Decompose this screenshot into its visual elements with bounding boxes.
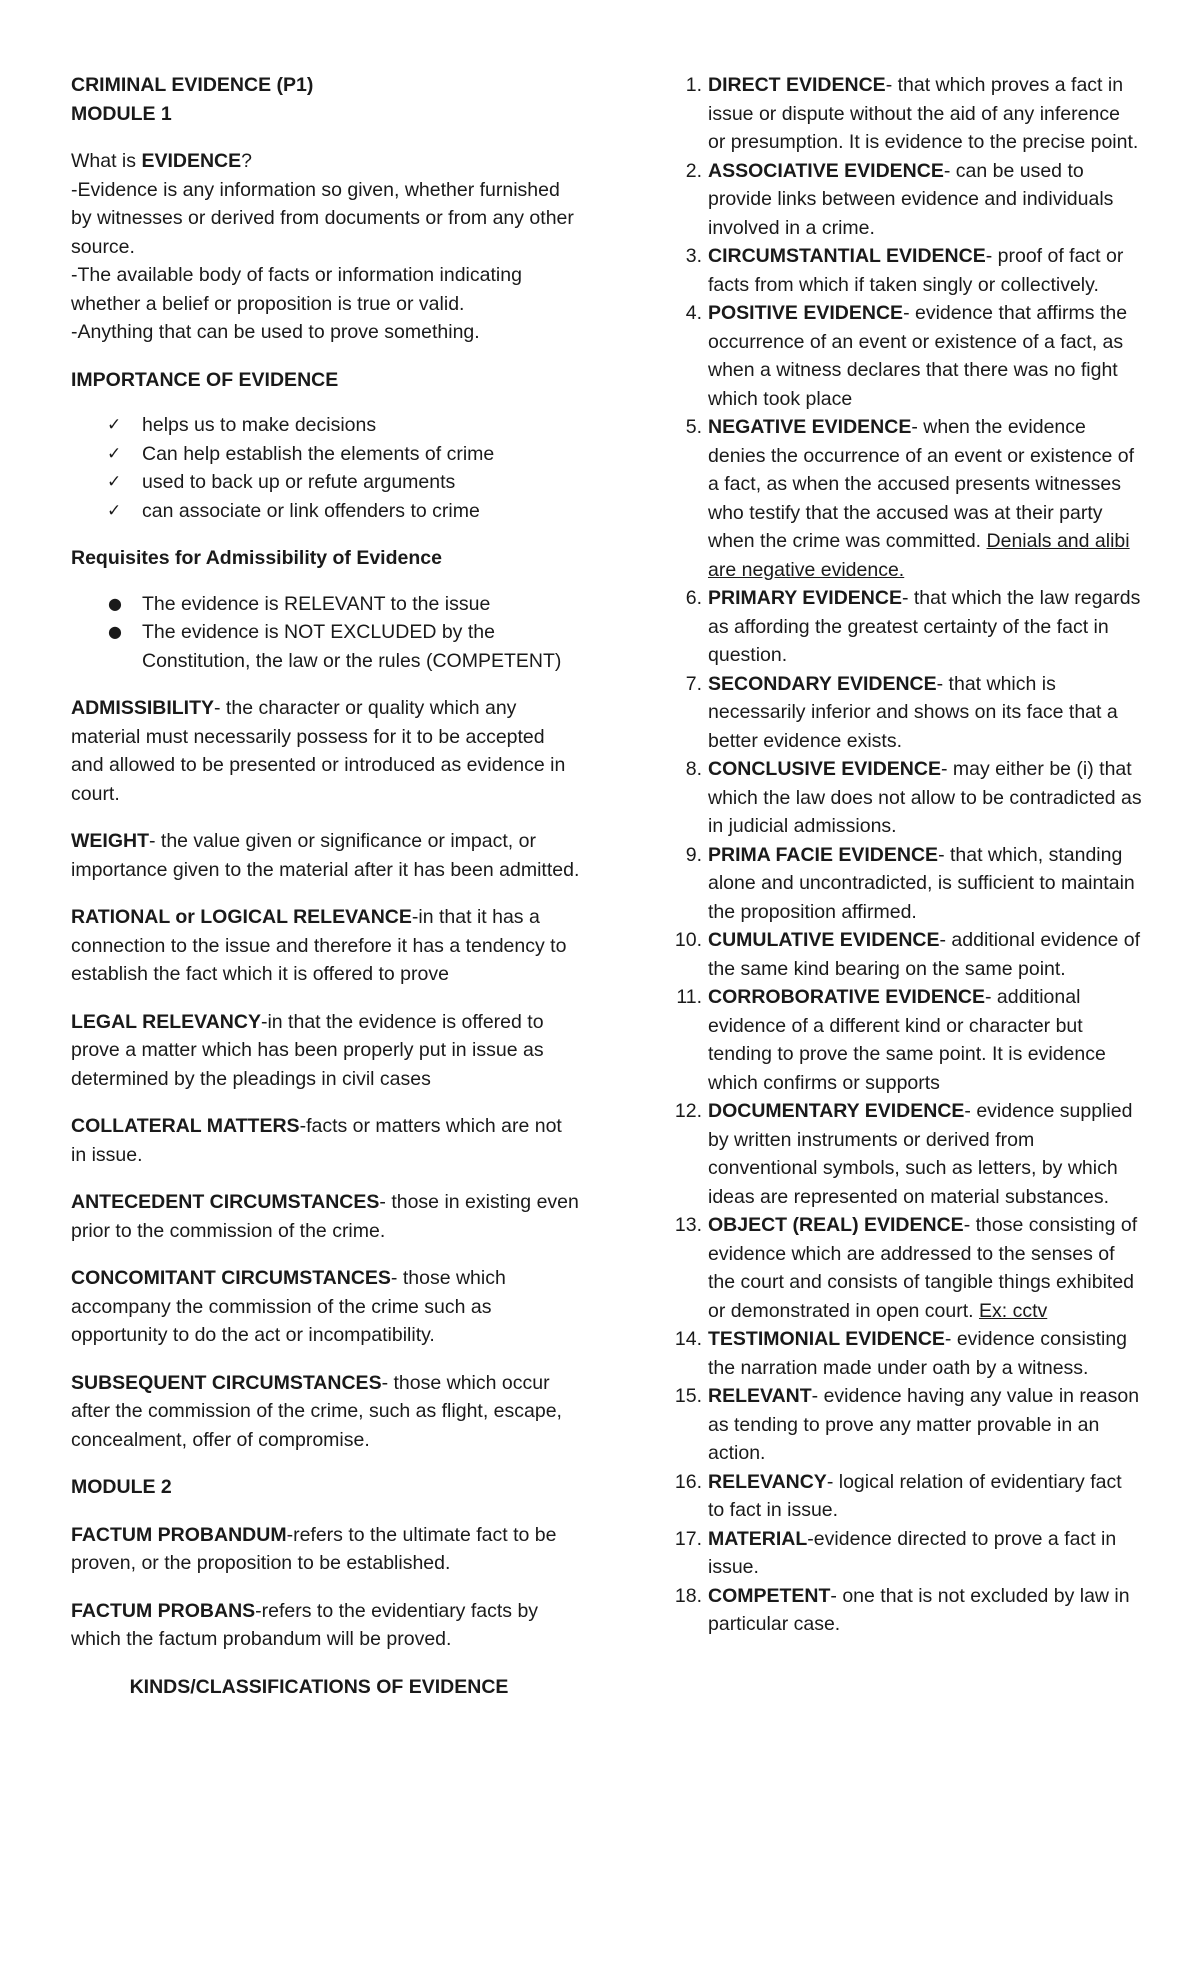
definition-text: - when the evidence denies the occurrence of an event or existence of a fact, as when the accused presents witnesses who testify that the accused was at their party when the crime was committed. xyxy=(708,416,1135,552)
kinds-of-evidence-list xyxy=(672,71,1142,1639)
question-suffix: ? xyxy=(241,150,252,172)
definition-term: CUMULATIVE EVIDENCE xyxy=(708,929,940,951)
list-item-number: 3. xyxy=(685,245,702,267)
definition-term: CONCLUSIVE EVIDENCE xyxy=(708,758,941,780)
list-item-number: 6. xyxy=(685,587,702,609)
definition-text: - additional evidence of a different kind or character but tending to prove the same point. It is evidence which confirms or supports xyxy=(708,986,1106,1094)
list-item xyxy=(672,71,1142,157)
definition-text: -evidence directed to prove a fact in issue. xyxy=(708,1527,1117,1578)
checkmark-icon: ✓ xyxy=(107,443,122,464)
list-item-text: can associate or link offenders to crime xyxy=(142,499,480,522)
definition-term: TESTIMONIAL EVIDENCE xyxy=(708,1328,945,1350)
list-item-number: 1. xyxy=(685,74,702,96)
definition-text: - the character or quality which any material must necessarily possess for it to be accepted and allowed to be presented or introduced as evidence in court. xyxy=(71,697,566,805)
definition-text: - that which is necessarily inferior and shows on its face that a better evidence exists. xyxy=(708,672,1118,752)
list-item xyxy=(672,983,1142,1097)
list-item-number: 7. xyxy=(685,672,702,695)
definition-term: RELEVANCY xyxy=(708,1470,827,1493)
definition-subsequent-circumstances xyxy=(71,1369,581,1455)
bullet-icon: ● xyxy=(108,593,122,613)
importance-heading: IMPORTANCE OF EVIDENCE xyxy=(71,368,339,391)
evidence-definition-2: -The available body of facts or information indicating whether a belief or proposition is true or valid. xyxy=(71,264,522,315)
definition-term: COMPETENT xyxy=(708,1584,831,1607)
list-item-number: 9. xyxy=(685,843,702,866)
definition-term: ASSOCIATIVE EVIDENCE xyxy=(708,159,944,182)
kinds-heading: KINDS/CLASSIFICATIONS OF EVIDENCE xyxy=(129,1675,509,1698)
definition-admissibility xyxy=(71,694,581,808)
definition-term: PRIMA FACIE EVIDENCE xyxy=(708,843,939,866)
definition-text: -refers to the evidentiary facts by which the factum probandum will be proved. xyxy=(71,1599,539,1650)
list-item-text: The evidence is RELEVANT to the issue xyxy=(142,592,491,615)
importance-list xyxy=(71,411,581,525)
definition-term: CONCOMITANT CIRCUMSTANCES xyxy=(71,1267,391,1289)
list-item xyxy=(672,1211,1142,1325)
definition-concomitant-circumstances xyxy=(71,1264,581,1350)
list-item xyxy=(672,670,1142,756)
definition-text: - evidence consisting the narration made under oath by a witness. xyxy=(708,1328,1128,1379)
list-item xyxy=(71,440,581,469)
definition-text: - that which the law regards as affording the greatest certainty of the fact in question. xyxy=(708,587,1141,666)
list-item xyxy=(672,1097,1142,1211)
list-item xyxy=(71,590,581,619)
definition-legal-relevancy xyxy=(71,1008,581,1094)
list-item-number: 14. xyxy=(674,1328,702,1350)
definition-text: -facts or matters which are not in issue. xyxy=(71,1115,562,1166)
definition-term: WEIGHT xyxy=(71,830,149,852)
list-item xyxy=(672,1382,1142,1468)
list-item xyxy=(672,1582,1142,1639)
definition-text: - that which proves a fact in issue or dispute without the aid of any inference or presumption. It is evidence to the precise point. xyxy=(708,74,1139,153)
definition-term: FACTUM PROBANDUM xyxy=(71,1523,287,1546)
list-item xyxy=(672,1525,1142,1582)
definition-term: ANTECEDENT CIRCUMSTANCES xyxy=(71,1191,380,1213)
list-item xyxy=(672,1468,1142,1525)
list-item-number: 2. xyxy=(685,159,702,182)
definition-term: SUBSEQUENT CIRCUMSTANCES xyxy=(71,1371,382,1394)
what-is-evidence-question xyxy=(71,147,581,176)
definition-text: - additional evidence of the same kind bearing on the same point. xyxy=(708,929,1141,980)
bullet-icon: ● xyxy=(108,622,122,641)
question-prefix: What is xyxy=(71,150,142,172)
definition-collateral-matters xyxy=(71,1112,581,1169)
definition-text: - evidence supplied by written instruments or derived from conventional symbols, such as letters, by which ideas are represented on material substances. xyxy=(708,1100,1133,1208)
definition-term: MATERIAL xyxy=(708,1527,808,1550)
list-item xyxy=(672,584,1142,670)
list-item-number: 15. xyxy=(674,1385,702,1407)
document-title: CRIMINAL EVIDENCE (P1) xyxy=(71,74,314,96)
definition-term: CIRCUMSTANTIAL EVIDENCE xyxy=(708,245,986,267)
definition-term: RATIONAL or LOGICAL RELEVANCE xyxy=(71,906,412,928)
list-item xyxy=(672,755,1142,841)
requisites-heading: Requisites for Admissibility of Evidence xyxy=(71,547,442,569)
definition-term: CORROBORATIVE EVIDENCE xyxy=(708,986,985,1008)
definition-rational-relevance xyxy=(71,903,581,989)
list-item xyxy=(672,157,1142,243)
definition-text: -in that the evidence is offered to prove a matter which has been properly put in issue as determined by the pleadings in civil cases xyxy=(71,1010,544,1090)
definition-term: ADMISSIBILITY xyxy=(71,697,215,719)
definition-text: - that which, standing alone and uncontradicted, is sufficient to maintain the proposition affirmed. xyxy=(708,843,1135,923)
definition-text: - those consisting of evidence which are addressed to the senses of the court and consists of tangible things exhibited or demonstrated in open court. xyxy=(708,1214,1138,1322)
module-2-heading: MODULE 2 xyxy=(71,1476,172,1498)
underlined-note: Ex: cctv xyxy=(979,1299,1048,1322)
checkmark-icon: ✓ xyxy=(107,472,122,492)
definition-text: -refers to the ultimate fact to be proven, or the proposition to be established. xyxy=(71,1523,557,1574)
definition-term: POSITIVE EVIDENCE xyxy=(708,302,904,324)
definition-term: NEGATIVE EVIDENCE xyxy=(708,416,912,438)
definition-term: DIRECT EVIDENCE xyxy=(708,74,886,96)
definition-text: - proof of fact or facts from which if taken singly or collectively. xyxy=(708,245,1124,296)
list-item-number: 10. xyxy=(674,929,702,951)
definition-term: COLLATERAL MATTERS xyxy=(71,1115,300,1137)
module-1-heading: MODULE 1 xyxy=(71,102,172,125)
definition-term: FACTUM PROBANS xyxy=(71,1599,256,1622)
left-column xyxy=(71,71,581,1701)
list-item xyxy=(672,1325,1142,1382)
definition-text: - can be used to provide links between evidence and individuals involved in a crime. xyxy=(708,159,1114,239)
list-item-number: 4. xyxy=(685,302,702,324)
definition-term: PRIMARY EVIDENCE xyxy=(708,587,902,609)
definition-text: - logical relation of evidentiary fact to fact in issue. xyxy=(708,1470,1122,1521)
list-item-number: 5. xyxy=(685,416,702,438)
definition-factum-probans xyxy=(71,1597,581,1654)
definition-antecedent-circumstances xyxy=(71,1188,581,1245)
list-item-text: Can help establish the elements of crime xyxy=(142,442,495,465)
definition-term: SECONDARY EVIDENCE xyxy=(708,672,937,695)
definition-term: LEGAL RELEVANCY xyxy=(71,1010,261,1033)
list-item-number: 13. xyxy=(674,1214,702,1236)
list-item xyxy=(672,299,1142,413)
definition-text: - the value given or significance or impact, or importance given to the material after it has been admitted. xyxy=(71,830,580,881)
definition-term: OBJECT (REAL) EVIDENCE xyxy=(708,1214,964,1236)
list-item-number: 17. xyxy=(674,1527,702,1550)
list-item-text: used to back up or refute arguments xyxy=(142,471,456,493)
list-item-text: helps us to make decisions xyxy=(142,414,377,436)
list-item xyxy=(71,411,581,440)
list-item-number: 16. xyxy=(674,1470,702,1493)
list-item xyxy=(672,841,1142,927)
list-item xyxy=(672,242,1142,299)
list-item xyxy=(672,926,1142,983)
list-item-number: 8. xyxy=(685,758,702,780)
list-item xyxy=(71,468,581,497)
definition-text: - those in existing even prior to the commission of the crime. xyxy=(71,1191,579,1242)
list-item xyxy=(672,413,1142,584)
definition-text: - may either be (i) that which the law does not allow to be contradicted as in judicial admissions. xyxy=(708,758,1142,837)
list-item xyxy=(71,618,581,675)
question-term: EVIDENCE xyxy=(141,150,242,172)
definition-text: - one that is not excluded by law in particular case. xyxy=(708,1584,1130,1635)
underlined-note: Denials and alibi are negative evidence. xyxy=(708,530,1130,581)
requisites-list xyxy=(71,590,581,676)
list-item-number: 11. xyxy=(676,986,702,1008)
list-item-text: The evidence is NOT EXCLUDED by the Constitution, the law or the rules (COMPETENT) xyxy=(142,621,562,672)
definition-text: - evidence having any value in reason as tending to prove any matter provable in an action. xyxy=(708,1385,1140,1464)
definition-factum-probandum xyxy=(71,1521,581,1578)
list-item-number: 18. xyxy=(674,1584,702,1607)
list-item xyxy=(71,497,581,526)
definition-text: - those which occur after the commission of the crime, such as flight, escape, concealment, offer of compromise. xyxy=(71,1371,562,1451)
definition-term: RELEVANT xyxy=(708,1385,812,1407)
checkmark-icon: ✓ xyxy=(107,415,122,435)
definition-text: - those which accompany the commission of the crime such as opportunity to do the act or incompatibility. xyxy=(71,1267,506,1346)
right-column xyxy=(672,71,1142,1639)
evidence-definition-1: -Evidence is any information so given, whether furnished by witnesses or derived from documents or from any other source. xyxy=(71,178,574,258)
checkmark-icon: ✓ xyxy=(107,500,122,521)
evidence-definition-3: -Anything that can be used to prove something. xyxy=(71,321,480,343)
definition-weight xyxy=(71,827,581,884)
list-item-number: 12. xyxy=(674,1100,702,1122)
definition-text: - evidence that affirms the occurrence of an event or existence of a fact, as when a witness declares that there was no fight which took place xyxy=(708,302,1128,410)
definition-text: -in that it has a connection to the issue and therefore it has a tendency to establish the fact which it is offered to prove xyxy=(71,906,567,985)
definition-term: DOCUMENTARY EVIDENCE xyxy=(708,1100,965,1122)
